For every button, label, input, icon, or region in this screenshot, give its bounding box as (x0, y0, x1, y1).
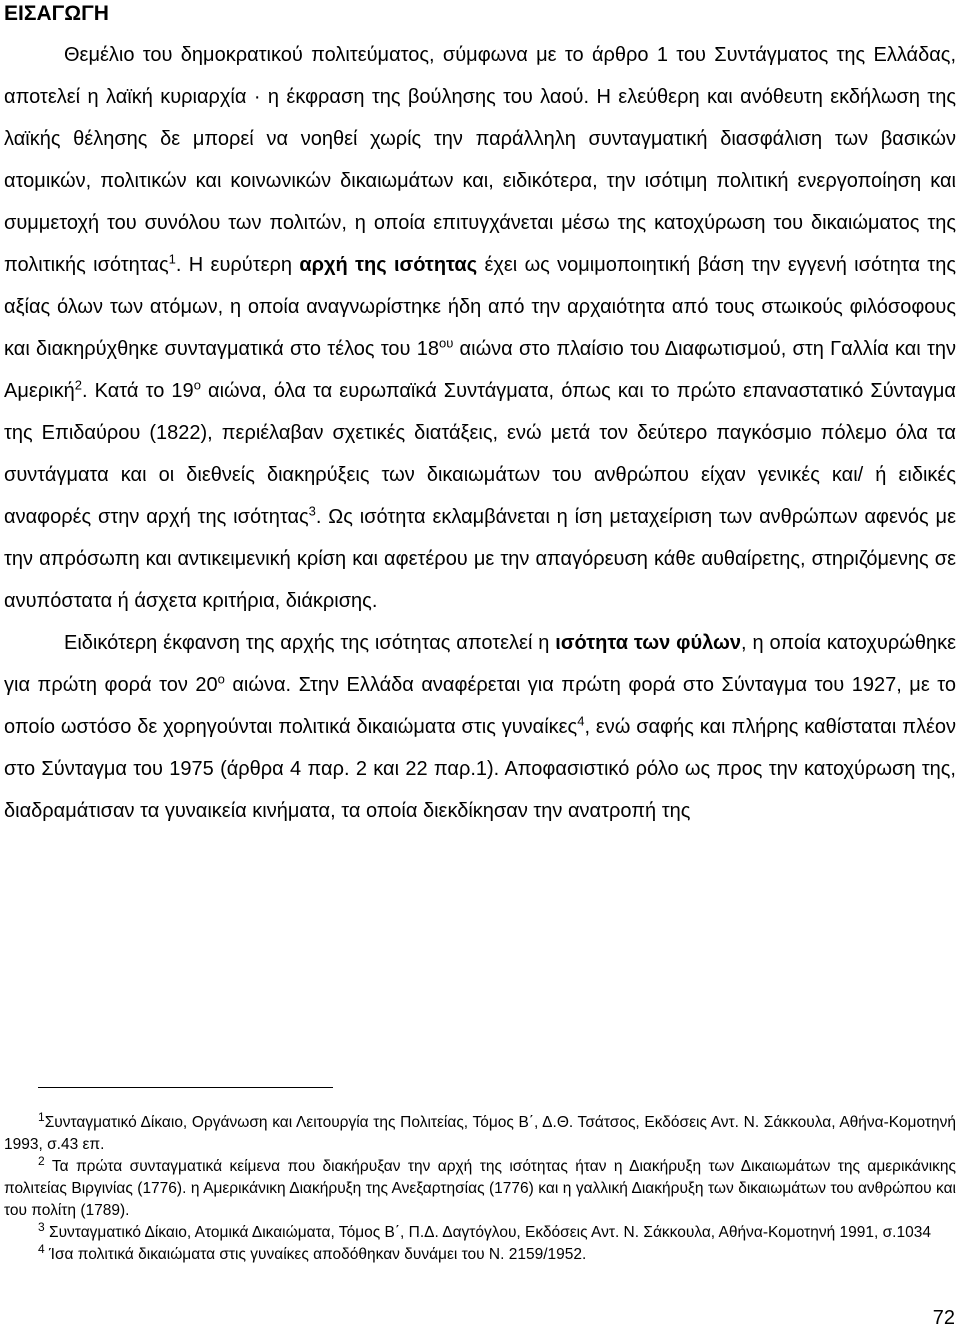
section-heading: ΕΙΣΑΓΩΓΗ (4, 2, 109, 25)
footnote-3 (4, 1219, 956, 1244)
footnote-text: Συνταγματικό Δίκαιο, Ατομικά Δικαιώματα, Τόμος Β΄, Π.Δ. Δαγτόγλου, Εκδόσεις Αντ. Ν. Σάκκουλα, Αθήνα-Κομοτηνή 1991, σ.1034 (44, 1224, 931, 1241)
footnote-number: 3 (38, 1219, 45, 1234)
paragraph-2 (4, 622, 956, 832)
footnote-ref-2: 2 (74, 377, 82, 393)
body-text (4, 34, 956, 832)
paragraph-1 (4, 34, 956, 622)
bold-term-equality-principle: αρχή της ισότητας (299, 254, 478, 276)
text-run: αιώνα. Στην Ελλάδα αναφέρεται για πρώτη φορά στο Σύνταγμα του 1927, με το οποίο ωστόσο δε χορηγούνται πολιτικά δικαιώματα στις γυναίκες (4, 674, 956, 738)
ordinal-suffix: ου (438, 335, 454, 351)
text-run: Θεμέλιο του δημοκρατικού πολιτεύματος, σύμφωνα με το άρθρο 1 του Συντάγματος της Ελλάδας, αποτελεί η λαϊκή κυριαρχία · η έκφραση της βούλησης του λαού. Η ελεύθερη και ανόθευτη εκδήλωση της λαϊκής θέλησης δε μπορεί να νοηθεί χωρίς την παράλληλη συνταγματική διασφάλιση των βασικών ατομικών, πολιτικών και κοινωνικών δικαιωμάτων και, ειδικότερα, την ισότιμη πολιτική ενεργοποίηση και συμμετοχή του συνόλου των πολιτών, η οποία επιτυγχάνεται μέσω της κατοχύρωση του δικαιώματος της πολιτικής ισότητας (4, 44, 956, 276)
bold-term-gender-equality: ισότητα των φύλων (555, 632, 742, 654)
text-run: Ειδικότερη έκφανση της αρχής της ισότητας αποτελεί η (64, 632, 556, 654)
footnote-number: 4 (38, 1241, 45, 1256)
footnote-ref-3: 3 (308, 503, 316, 519)
page-number: 72 (932, 1307, 955, 1329)
footnote-text: Τα πρώτα συνταγματικά κείμενα που διακήρυξαν την αρχή της ισότητας ήταν η Διακήρυξη των Δικαιωμάτων της αμερικάνικης πολιτείας Βιργινίας (1776). η Αμερικάνικη Διακήρυξη της Ανεξαρτησίας (1776) και η γαλλική Διακήρυξη των δικαιωμάτων του ανθρώπου και του πολίτη (1789). (4, 1158, 956, 1219)
text-run: . Κατά το 19 (81, 380, 194, 402)
footnote-2 (4, 1153, 956, 1222)
text-run: αιώνα, όλα τα ευρωπαϊκά Συντάγματα, όπως και το πρώτο επαναστατικό Σύνταγμα της Επιδαύρου (1822), περιέλαβαν σχετικές διατάξεις, ενώ μετά τον δεύτερο παγκόσμιο πόλεμο όλα τα συντάγματα και οι διεθνείς διακηρύξεις των δικαιωμάτων του ανθρώπου είχαν γενικές και/ ή ειδικές αναφορές στην αρχή της ισότητας (4, 380, 956, 528)
footnote-number: 2 (38, 1153, 45, 1168)
footnote-text: Συνταγματικό Δίκαιο, Οργάνωση και Λειτουργία της Πολιτείας, Τόμος Β΄, Δ.Θ. Τσάτσος, Εκδόσεις Αντ. Ν. Σάκκουλα, Αθήνα-Κομοτηνή 1993, σ.43 επ. (4, 1114, 956, 1153)
footnote-text: Ίσα πολιτικά δικαιώματα στις γυναίκες αποδόθηκαν δυνάμει του Ν. 2159/1952. (44, 1246, 587, 1263)
ordinal-suffix: ο (217, 671, 225, 687)
text-run: αιώνα στο πλαίσιο του Διαφωτισμού, στη Γαλλία και την Αμερική (4, 338, 956, 402)
text-run: . Ως ισότητα εκλαμβάνεται η ίση μεταχείριση των ανθρώπων αφενός με την απρόσωπη και αντικειμενική κρίση και αφετέρου με την απαγόρευση κάθε αυθαίρετης, στηριζόμενης σε ανυπόστατα ή άσχετα κριτήρια, διάκρισης. (4, 506, 956, 612)
footnote-number: 1 (38, 1109, 45, 1124)
text-run: , ενώ σαφής και πλήρης καθίσταται πλέον στο Σύνταγμα του 1975 (άρθρα 4 παρ. 2 και 22 παρ.1). Αποφασιστικό ρόλο ως προς την κατοχύρωση της, διαδραμάτισαν τα γυναικεία κινήματα, τα οποία διεκδίκησαν την ανατροπή της (4, 716, 956, 822)
footnote-4 (4, 1241, 956, 1266)
footnote-1 (4, 1109, 956, 1156)
footnote-ref-4: 4 (577, 713, 585, 729)
text-run: , η οποία κατοχυρώθηκε για πρώτη φορά τον 20 (4, 632, 956, 696)
text-run: έχει ως νομιμοποιητική βάση την εγγενή ισότητα της αξίας όλων των ατόμων, η οποία αναγνωρίστηκε ήδη από την αρχαιότητα από τους στωικούς φιλόσοφους και διακηρύχθηκε συνταγματικά στο τέλος του 18 (4, 254, 956, 360)
text-run: . Η ευρύτερη (175, 254, 300, 276)
footnotes (4, 1109, 956, 1266)
ordinal-suffix: ο (193, 377, 201, 393)
footnote-ref-1: 1 (168, 251, 176, 267)
footnote-divider (38, 1087, 333, 1088)
